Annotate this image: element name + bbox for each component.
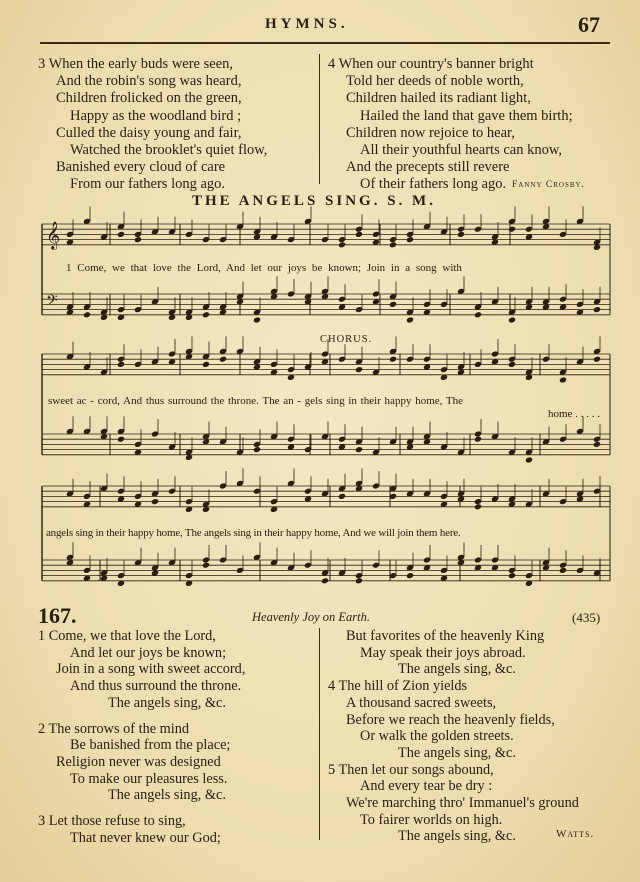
- verse-line: Of their fathers long ago.: [360, 176, 507, 193]
- note-head: [559, 376, 567, 383]
- verse-line: Hailed the land that gave them birth;: [360, 107, 573, 124]
- note-head: [525, 456, 533, 463]
- verse-line: Children now rejoice to hear,: [346, 124, 515, 141]
- verse-line: The angels sing, &c.: [398, 828, 516, 845]
- note-head: [117, 231, 125, 238]
- verse-line: And thus surround the throne.: [70, 678, 242, 695]
- verse-line: From our fathers long ago.: [70, 176, 226, 193]
- note-head: [202, 562, 210, 569]
- verse-line: 2 The sorrows of the mind: [38, 720, 190, 737]
- note-head: [134, 236, 142, 243]
- lyric-line-3: angels sing in their happy home, The angels sing in their happy home, And we will join them here.: [46, 527, 461, 539]
- page-number: 67: [578, 12, 600, 37]
- note-head: [457, 231, 465, 238]
- verse-line: To make our pleasures less.: [70, 770, 228, 787]
- verse-line: But favorites of the heavenly King: [346, 628, 545, 644]
- note-head: [83, 311, 91, 318]
- note-head: [406, 572, 414, 579]
- note-head: [474, 503, 482, 510]
- note-head: [389, 356, 397, 363]
- note-head: [117, 436, 125, 443]
- note-head: [593, 441, 601, 448]
- verse-line: Children frolicked on the green,: [56, 90, 242, 107]
- hymn-number: 167.: [38, 603, 77, 628]
- verse-line: Or walk the golden streets.: [360, 728, 514, 745]
- verse-line: 4 When our country's banner bright: [328, 56, 534, 72]
- verse-line: Culled the daisy young and fair,: [56, 124, 242, 141]
- lyric-line-1: 1 Come, we that love the Lord, And let our joys be known; Join in a song with: [66, 262, 462, 274]
- verse-line: Banished every cloud of care: [56, 159, 226, 176]
- verse-line: The angels sing, &c.: [398, 744, 516, 761]
- verse-line: That never knew our God;: [70, 829, 221, 846]
- music-system-2: [40, 346, 612, 470]
- verse-line: And every tear be dry :: [360, 778, 493, 795]
- note-head: [508, 226, 516, 233]
- note-head: [474, 311, 482, 318]
- verse-line: Watched the brooklet's quiet flow,: [70, 142, 268, 159]
- verse-line: Before we reach the heavenly fields,: [346, 711, 555, 728]
- prev-hymn-author: Fanny Crosby.: [512, 180, 585, 190]
- note-head: [338, 493, 346, 500]
- note-head: [508, 316, 516, 323]
- note-head: [508, 361, 516, 368]
- bass-clef-icon: 𝄢: [46, 292, 58, 313]
- hymn-author: Watts.: [556, 828, 595, 840]
- note-head: [202, 311, 210, 318]
- verse-line: Join in a song with sweet accord,: [56, 661, 246, 678]
- treble-clef-icon: 𝄞: [46, 221, 61, 249]
- verse-line: 3 Let those refuse to sing,: [38, 813, 186, 830]
- chorus-label: CHORUS.: [320, 334, 373, 345]
- note-head: [253, 446, 261, 453]
- verse-line: To fairer worlds on high.: [360, 811, 503, 828]
- tune-title: THE ANGELS SING. S. M.: [192, 193, 436, 209]
- verse-line: Religion never was designed: [56, 753, 221, 770]
- note-head: [117, 361, 125, 368]
- note-head: [321, 577, 329, 584]
- running-title: HYMNS.: [265, 16, 349, 32]
- hymn-right-column: [328, 628, 579, 845]
- note-head: [406, 236, 414, 243]
- note-head: [151, 498, 159, 505]
- verse-line: The angels sing, &c.: [108, 787, 226, 804]
- verse-line: We're marching thro' Immanuel's ground: [346, 795, 579, 812]
- verse-line: And the precepts still revere: [346, 159, 510, 176]
- verse-line: The angels sing, &c.: [108, 694, 226, 711]
- verse-line: May speak their joys abroad.: [360, 644, 526, 661]
- verse-line: A thousand sacred sweets,: [346, 694, 497, 711]
- prev-hymn-right-column: [328, 56, 573, 194]
- note-head: [474, 436, 482, 443]
- note-head: [406, 316, 414, 323]
- verse-line: 4 The hill of Zion yields: [328, 678, 468, 695]
- lyric-line-2: sweet ac - cord, And thus surround the throne. The an - gels sing in their happy home, The: [48, 395, 464, 407]
- verse-line: The angels sing, &c.: [398, 661, 516, 678]
- note-head: [389, 241, 397, 248]
- note-head: [355, 446, 363, 453]
- header-rule: [40, 42, 610, 44]
- verse-line: 3 When the early buds were seen,: [38, 56, 234, 72]
- hymn-subtitle: Heavenly Joy on Earth.: [252, 610, 371, 624]
- note-head: [559, 567, 567, 574]
- hymn-meter-number: (435): [572, 610, 601, 625]
- verse-line: 5 Then let our songs abound,: [328, 761, 494, 778]
- note-head: [219, 356, 227, 363]
- column-divider: [319, 628, 320, 840]
- verse-line: Children hailed its radiant light,: [346, 90, 531, 107]
- page-header: [0, 10, 640, 40]
- note-head: [355, 366, 363, 373]
- verse-line: Be banished from the place;: [70, 737, 231, 754]
- verse-line: Told her deeds of noble worth,: [346, 73, 524, 90]
- hymn-left-column: [38, 628, 245, 846]
- verse-line: 1 Come, we that love the Lord,: [38, 628, 216, 644]
- note-head: [253, 316, 261, 323]
- prev-hymn-left-column: [38, 56, 267, 194]
- music-system-1: [40, 214, 612, 334]
- lyric-line-2b: home . . . . .: [548, 408, 600, 420]
- verse-line: And the robin's song was heard,: [56, 73, 242, 90]
- verse-line: Happy as the woodland bird ;: [70, 107, 242, 124]
- note-head: [355, 231, 363, 238]
- note-head: [338, 241, 346, 248]
- note-head: [593, 306, 601, 313]
- verse-line: And let our joys be known;: [70, 644, 227, 661]
- note-head: [355, 577, 363, 584]
- note-head: [508, 572, 516, 579]
- note-head: [593, 356, 601, 363]
- note-head: [389, 301, 397, 308]
- verse-line: All their youthful hearts can know,: [360, 142, 563, 159]
- note-head: [202, 361, 210, 368]
- column-divider: [319, 54, 320, 184]
